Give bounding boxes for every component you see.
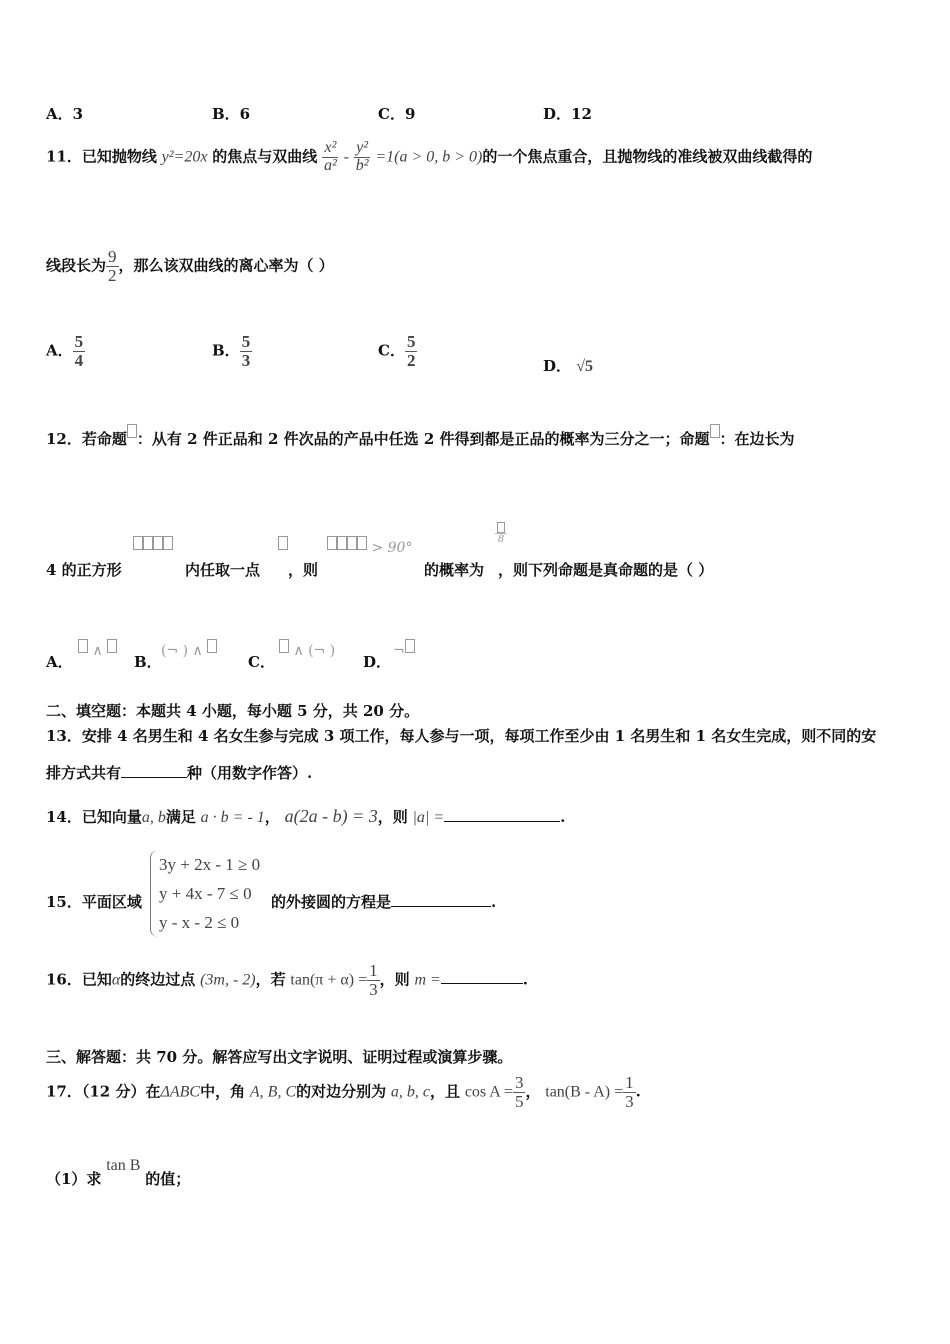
answer-blank bbox=[441, 971, 523, 984]
numerator: 9 bbox=[108, 247, 117, 266]
question-11-line-1 bbox=[46, 140, 812, 175]
question-15-text bbox=[271, 891, 496, 912]
period: . bbox=[635, 1082, 641, 1101]
comma: ， bbox=[525, 1082, 541, 1101]
fraction-x2-a2 bbox=[322, 140, 339, 175]
fraction-y2-b2 bbox=[354, 140, 371, 175]
fraction-5-4 bbox=[73, 333, 86, 370]
missing-symbol-icon bbox=[497, 522, 505, 533]
missing-symbol-icon bbox=[337, 536, 347, 550]
text: 17．（12 分）在 bbox=[46, 1082, 161, 1101]
tanB: tan B bbox=[106, 1157, 141, 1174]
option-label: D． bbox=[543, 357, 572, 375]
text: 的焦点与双曲线 bbox=[212, 147, 318, 166]
numerator: 5 bbox=[241, 332, 251, 351]
text: ，且 bbox=[430, 1082, 461, 1101]
denominator: 2 bbox=[406, 350, 416, 370]
denominator: 3 bbox=[369, 979, 378, 999]
q12-option-b: B． bbox=[134, 653, 162, 671]
option-d: D．12 bbox=[543, 105, 592, 123]
expr: ∧ bbox=[92, 643, 103, 659]
option-label: A． bbox=[46, 341, 73, 360]
magnitude-expression: |a| = bbox=[412, 809, 445, 826]
inequality-3: y - x - 2 ≤ 0 bbox=[159, 913, 240, 932]
angles: A, B, C bbox=[249, 1083, 297, 1101]
missing-symbol-icon bbox=[153, 536, 163, 550]
fraction-5-2 bbox=[405, 333, 418, 370]
answer-blank bbox=[444, 809, 560, 822]
text: 种（用数字作答）. bbox=[187, 764, 313, 782]
denominator: 2 bbox=[108, 265, 117, 285]
text: ，那么该双曲线的离心率为（ ） bbox=[118, 256, 334, 275]
numerator: 5 bbox=[74, 332, 84, 351]
text: ：从有 2 件正品和 2 件次品的产品中任选 2 件得到都是正品的概率为三分之一；命题 bbox=[136, 430, 710, 448]
q12-option-d-expr bbox=[393, 643, 415, 659]
q11-option-c bbox=[378, 333, 417, 370]
m-expression: m = bbox=[414, 971, 441, 989]
fraction-3-5 bbox=[513, 1074, 526, 1111]
q11-option-d bbox=[543, 355, 593, 376]
q11-option-a bbox=[46, 333, 85, 370]
text: 已知抛物线 bbox=[81, 147, 157, 166]
text: ， bbox=[264, 808, 280, 826]
missing-symbol-icon bbox=[127, 424, 137, 438]
inequality-2: y + 4x - 7 ≤ 0 bbox=[159, 884, 252, 903]
fraction-1-3 bbox=[623, 1074, 636, 1111]
square-symbols bbox=[133, 540, 173, 556]
vector-expression: a(2a - b) = 3 bbox=[284, 806, 378, 826]
numerator: x² bbox=[324, 139, 337, 156]
answer-blank bbox=[121, 765, 187, 778]
denominator: b² bbox=[355, 156, 369, 174]
text: 12．若命题 bbox=[46, 430, 127, 448]
question-number: 11． bbox=[46, 147, 82, 166]
denominator: 4 bbox=[74, 350, 84, 370]
tan-expression: tan(π + α) = bbox=[290, 971, 368, 989]
text: 排方式共有 bbox=[46, 764, 122, 782]
option-a: A．3 bbox=[46, 105, 84, 123]
text: 16．已知 bbox=[46, 970, 112, 989]
numerator: 1 bbox=[369, 961, 378, 980]
expr: ∧ (¬ ) bbox=[293, 643, 336, 659]
denominator: 3 bbox=[241, 350, 251, 370]
text: ，若 bbox=[255, 970, 286, 989]
point: (3m, - 2) bbox=[200, 971, 256, 989]
text: ，则 bbox=[379, 970, 410, 989]
missing-symbol-icon bbox=[327, 536, 337, 550]
question-13-line-1: 13．安排 4 名男生和 4 名女生参与完成 3 项工作，每人参与一项，每项工作至少由 1 名男生和 1 名女生完成，则不同的安 bbox=[46, 727, 877, 745]
q12-option-c-expr bbox=[279, 643, 335, 659]
question-17 bbox=[46, 1074, 641, 1111]
text: 的对边分别为 bbox=[296, 1082, 387, 1101]
angle-text: > 90° bbox=[371, 540, 413, 556]
numerator: 3 bbox=[514, 1073, 524, 1092]
inequality-1: 3y + 2x - 1 ≥ 0 bbox=[159, 855, 261, 874]
q12-option-d: D． bbox=[363, 653, 392, 671]
option-c: C．9 bbox=[378, 105, 416, 123]
q12-option-a-expr bbox=[78, 643, 117, 659]
fraction-9-2 bbox=[106, 248, 119, 285]
section-3-heading: 三、解答题：共 70 分。解答应写出文字说明、证明过程或演算步骤。 bbox=[46, 1048, 513, 1066]
probability-fraction bbox=[495, 522, 507, 545]
question-12-line-2-e: ，则下列命题是真命题的是（ ） bbox=[498, 561, 714, 579]
text: 的终边过点 bbox=[120, 970, 196, 989]
denominator: 5 bbox=[514, 1091, 524, 1111]
missing-symbol-icon bbox=[278, 536, 288, 550]
text: 线段长为 bbox=[46, 256, 107, 275]
question-12-line-1 bbox=[46, 428, 795, 449]
text: 的一个焦点重合，且抛物线的准线被双曲线截得的 bbox=[482, 147, 813, 166]
missing-symbol-icon bbox=[710, 424, 720, 438]
q12-option-c: C． bbox=[248, 653, 275, 671]
dot-product: a · b = - 1 bbox=[200, 809, 265, 826]
inequality-system bbox=[150, 850, 260, 937]
cos-expression: cos A = bbox=[464, 1083, 513, 1101]
sides: a, b, c bbox=[390, 1083, 431, 1101]
question-12-line-2-d: 的概率为 bbox=[424, 561, 485, 579]
triangle: ΔABC bbox=[160, 1083, 201, 1101]
missing-symbol-icon bbox=[279, 639, 289, 653]
missing-symbol-icon bbox=[78, 639, 88, 653]
denominator: 8 bbox=[497, 534, 505, 545]
vectors: a, b bbox=[141, 809, 166, 826]
q11-option-b bbox=[212, 333, 252, 370]
option-b: B．6 bbox=[212, 105, 251, 123]
option-label: C． bbox=[378, 341, 405, 360]
fraction-1-3 bbox=[367, 962, 380, 999]
parabola-equation: y²=20x bbox=[161, 148, 208, 166]
system-brace bbox=[150, 850, 260, 937]
numerator: 1 bbox=[625, 1073, 634, 1092]
question-12-line-2-b: 内任取一点 bbox=[185, 561, 261, 579]
minus-sign: - bbox=[343, 148, 349, 166]
text: （1）求 bbox=[46, 1170, 102, 1188]
q12-option-b-expr bbox=[161, 643, 217, 659]
question-13-line-2 bbox=[46, 762, 312, 783]
expr: (¬ ) ∧ bbox=[161, 643, 203, 659]
section-2-heading: 二、填空题：本题共 4 小题，每小题 5 分，共 20 分。 bbox=[46, 702, 420, 720]
expr: ¬ bbox=[393, 643, 405, 659]
denominator: a² bbox=[324, 156, 337, 174]
question-12-line-2-c: ，则 bbox=[288, 561, 319, 579]
missing-symbol-icon bbox=[347, 536, 357, 550]
question-16 bbox=[46, 962, 528, 999]
missing-symbol-icon bbox=[207, 639, 217, 653]
question-17-part-1 bbox=[46, 1156, 190, 1189]
text: ，则 bbox=[377, 808, 408, 826]
question-14 bbox=[46, 806, 565, 827]
missing-symbol-icon bbox=[405, 639, 415, 653]
denominator: 3 bbox=[625, 1091, 634, 1111]
fraction-5-3 bbox=[240, 333, 253, 370]
numerator: y² bbox=[356, 139, 369, 156]
missing-symbol-icon bbox=[163, 536, 173, 550]
missing-symbol-icon bbox=[143, 536, 153, 550]
numerator: 5 bbox=[406, 332, 416, 351]
question-15-label: 15．平面区域 bbox=[46, 893, 142, 911]
alpha: α bbox=[111, 971, 121, 989]
question-11-line-2 bbox=[46, 248, 334, 285]
missing-symbol-icon bbox=[357, 536, 367, 550]
text: 14．已知向量 bbox=[46, 808, 142, 826]
q12-option-a: A． bbox=[46, 653, 73, 671]
tan-expression: tan(B - A) = bbox=[545, 1083, 624, 1101]
option-label: B． bbox=[212, 341, 240, 360]
missing-symbol-icon bbox=[133, 536, 143, 550]
text: 满足 bbox=[165, 808, 196, 826]
question-12-line-2-a: 4 的正方形 bbox=[46, 561, 122, 579]
text: 中，角 bbox=[200, 1082, 246, 1101]
angle-condition bbox=[327, 540, 412, 556]
text: 的值； bbox=[145, 1170, 191, 1188]
sqrt-5: √5 bbox=[576, 358, 594, 375]
period: . bbox=[491, 893, 497, 911]
hyperbola-rhs: =1(a > 0, b > 0) bbox=[375, 148, 483, 166]
period: . bbox=[522, 970, 529, 989]
numerator bbox=[495, 522, 507, 534]
text: ：在边长为 bbox=[719, 430, 795, 448]
text: 的外接圆的方程是 bbox=[271, 893, 392, 911]
answer-blank bbox=[391, 894, 491, 907]
point-symbol bbox=[278, 540, 288, 556]
period: . bbox=[560, 808, 566, 826]
missing-symbol-icon bbox=[107, 639, 117, 653]
